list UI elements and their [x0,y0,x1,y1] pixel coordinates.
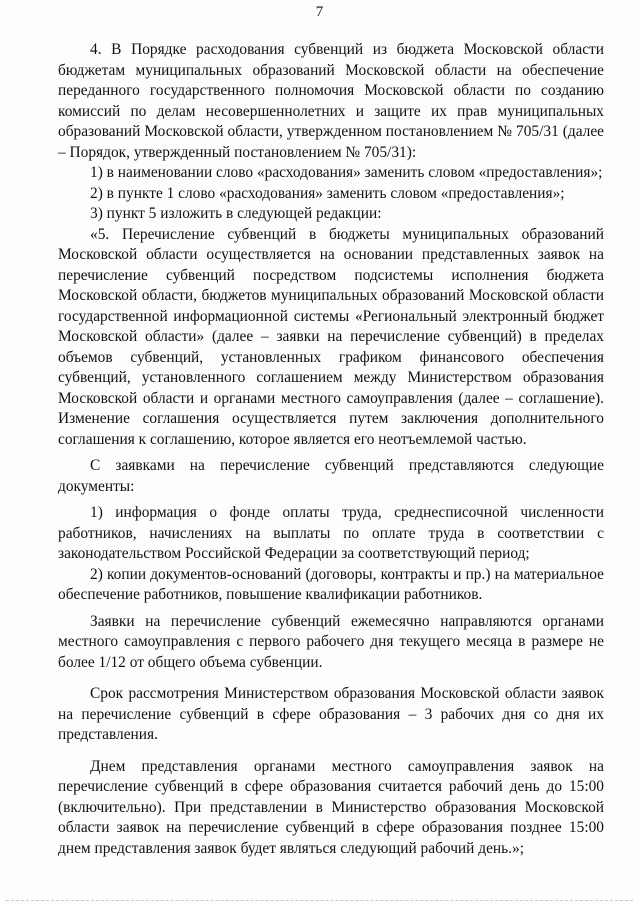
paragraph-documents-intro: С заявками на перечисление субвенций представляются следующие документы: [58,457,604,495]
paragraph-requests-schedule: Заявки на перечисление субвенций ежемесячно направляются органами местного самоуправления с первого рабочего дня текущего месяца в размере не более 1/12 от общего объема субвенции. [58,612,604,671]
paragraph-documents-1: 1) информация о фонде оплаты труда, среднесписочной численности работников, начислениях на выплаты по оплате труда в соответствии с законодательством Российской Федерации за соответствующий период; [58,504,604,562]
paragraph-clause-5: «5. Перечисление субвенций в бюджеты муниципальных образований Московской области осуществляется на основании представленных заявок на перечисление субвенций посредством подсистемы исполнения бюджета Московской области, бюджетов муниципальных образований Московской области государственной информационной системы «Региональный электронный бюджет Московской области» (далее – заявки на перечисление субвенций) в пределах объемов субвенций, установленных графиком финансового обеспечения субвенций, установленного соглашением между Министерством образования Московской области и органами местного самоуправления (далее – соглашение). Изменение соглашения осуществляется путем заключения дополнительного соглашения к соглашению, которое является его неотъемлемой частью. [58,225,604,448]
paragraph-submission-day: Днем представления органами местного самоуправления заявок на перечисление субвенций в сфере образования считается рабочий день до 15:00 (включительно). При представлении в Министерство образования Московской области заявок на перечисление субвенций в сфере образования позднее 15:00 днем представления заявок будет являться следующий рабочий день.»; [58,757,604,857]
page-number: 7 [315,4,324,20]
paragraph-subitem-1: 1) в наименовании слово «расходования» заменить словом «предоставления»; [90,164,603,181]
paragraph-review-period: Срок рассмотрения Министерством образования Московской области заявок на перечисление субвенций в сфере образования – 3 рабочих дня со дня их представления. [58,685,604,743]
paragraph-item-4: 4. В Порядке расходования субвенций из бюджета Московской области бюджетам муниципальных образований Московской области на обеспечение переданного государственного полномочия Московской области по созданию комиссий по делам несовершеннолетних и защите их прав муниципальных образований Московской области, утвержденном постановлением № 705/31 (далее – Порядок, утвержденный постановлением № 705/31): [58,41,604,161]
paragraph-documents-2: 2) копии документов-оснований (договоры, контракты и пр.) на материальное обеспечение работников, повышение квалификации работников. [58,565,604,603]
document-body [58,40,604,859]
paragraph-subitem-2: 2) в пункте 1 слово «расходования» заменить словом «предоставления»; [90,184,565,202]
paragraph-subitem-3: 3) пункт 5 изложить в следующей редакции: [90,205,382,222]
scan-edge-line [6,900,633,901]
